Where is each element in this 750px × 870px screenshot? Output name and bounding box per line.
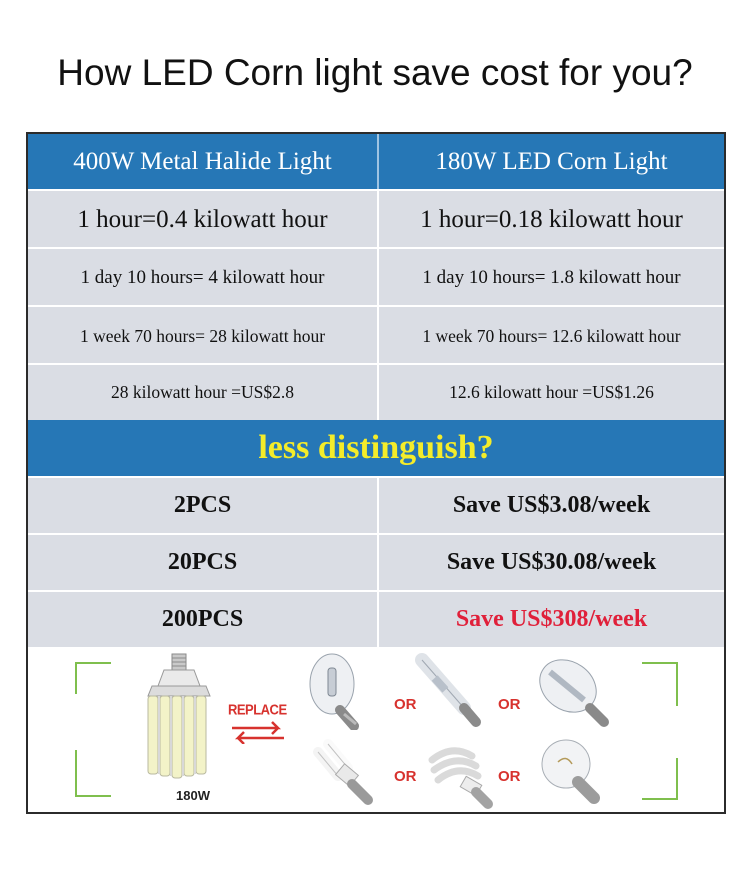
metal-halide-ed-bulb-icon <box>300 650 370 730</box>
savings-qty: 20PCS <box>28 535 379 590</box>
savings-row <box>28 476 724 533</box>
table-row <box>28 247 724 307</box>
header-metal-halide: 400W Metal Halide Light <box>28 134 379 189</box>
savings-qty: 200PCS <box>28 592 379 647</box>
table-row <box>28 363 724 420</box>
corner-bracket <box>642 662 678 706</box>
row-cost-left: 28 kilowatt hour =US$2.8 <box>28 365 379 420</box>
or-label: OR <box>394 768 417 785</box>
corner-bracket <box>75 662 111 694</box>
savings-row <box>28 533 724 590</box>
corn-led-bulb-icon <box>134 652 229 782</box>
savings-amount: Save US$30.08/week <box>446 549 657 575</box>
comparison-panel <box>26 132 726 814</box>
or-label: OR <box>498 768 521 785</box>
savings-amount-highlight: Save US$308/week <box>455 606 648 632</box>
or-label: OR <box>394 696 417 713</box>
savings-row <box>28 590 724 647</box>
corner-bracket <box>75 750 111 797</box>
header-led-corn: 180W LED Corn Light <box>435 147 668 175</box>
cfl-spiral-bulb-icon <box>422 738 500 810</box>
or-label: OR <box>498 696 521 713</box>
page-title: How LED Corn light save cost for you? <box>57 52 693 93</box>
row-hour-left: 1 hour=0.4 kilowatt hour <box>28 191 379 249</box>
row-cost-right: 12.6 kilowatt hour =US$1.26 <box>449 382 654 402</box>
row-day-left: 1 day 10 hours= 4 kilowatt hour <box>28 249 379 307</box>
corner-bracket <box>642 758 678 800</box>
replace-arrows-icon <box>230 720 286 744</box>
metal-halide-tube-bulb-icon <box>410 650 490 730</box>
row-hour-right: 1 hour=0.18 kilowatt hour <box>420 206 683 233</box>
bulb-replacement-illustration <box>28 646 724 812</box>
table-row <box>28 305 724 365</box>
savings-qty: 2PCS <box>28 478 379 533</box>
banner-heading: less distinguish? <box>28 420 724 476</box>
incandescent-bulb-icon <box>532 732 612 812</box>
savings-amount: Save US$3.08/week <box>452 492 651 518</box>
wattage-label: 180W <box>176 788 210 803</box>
row-week-right: 1 week 70 hours= 12.6 kilowatt hour <box>422 325 681 346</box>
row-day-right: 1 day 10 hours= 1.8 kilowatt hour <box>422 267 681 288</box>
replace-label: REPLACE <box>228 701 287 718</box>
table-row <box>28 189 724 249</box>
metal-halide-bt-bulb-icon <box>528 650 618 734</box>
cfl-2u-bulb-icon <box>310 738 380 810</box>
row-week-left: 1 week 70 hours= 28 kilowatt hour <box>28 307 379 365</box>
table-header-row <box>28 134 724 189</box>
